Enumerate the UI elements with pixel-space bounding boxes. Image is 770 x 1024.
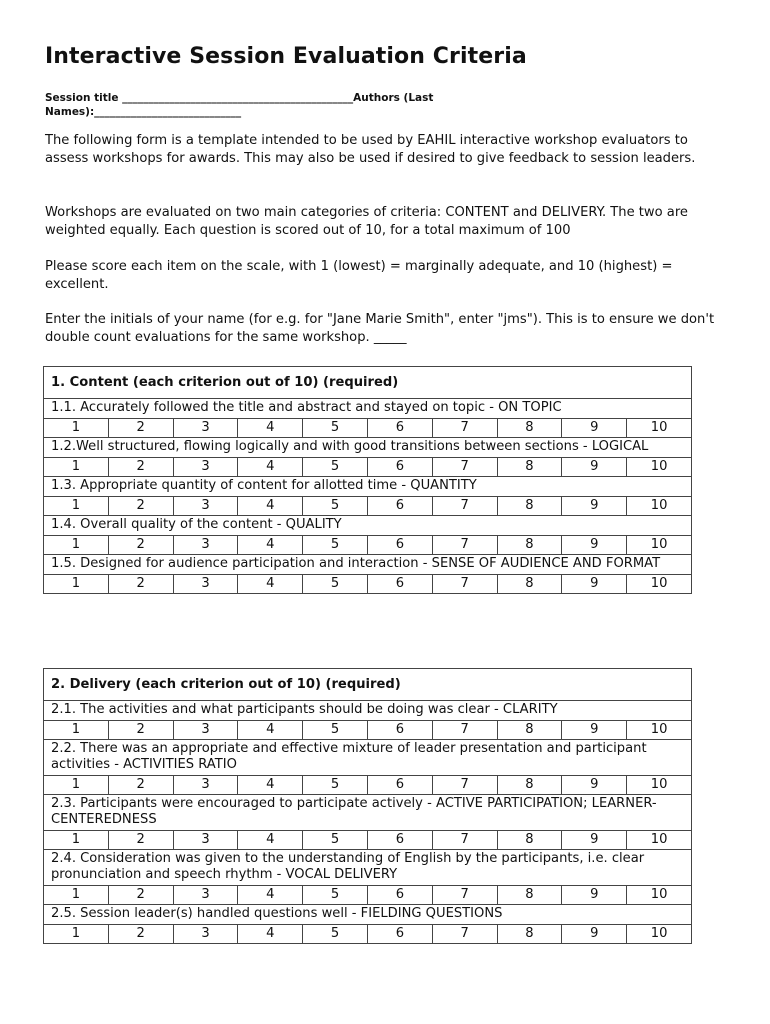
score-option-10[interactable]: 10 — [627, 925, 692, 944]
score-option-5[interactable]: 5 — [303, 497, 368, 516]
section-heading: 1. Content (each criterion out of 10) (required) — [44, 367, 692, 399]
intro-paragraph-scale: Please score each item on the scale, with 1 (lowest) = marginally adequate, and 10 (highest) = excellent. — [45, 259, 673, 292]
score-scale-row — [44, 721, 692, 740]
score-option-3[interactable]: 3 — [173, 721, 238, 740]
question-text: 1.1. Accurately followed the title and abstract and stayed on topic - ON TOPIC — [44, 399, 692, 419]
score-option-6[interactable]: 6 — [367, 575, 432, 594]
score-option-8[interactable]: 8 — [497, 458, 562, 477]
question-text: 2.2. There was an appropriate and effective mixture of leader presentation and participant activities - ACTIVITIES RATIO — [44, 740, 692, 776]
score-scale-row — [44, 886, 692, 905]
score-option-1[interactable]: 1 — [44, 497, 109, 516]
score-option-5[interactable]: 5 — [303, 886, 368, 905]
question-text: 1.4. Overall quality of the content - QUALITY — [44, 516, 692, 536]
score-option-8[interactable]: 8 — [497, 831, 562, 850]
score-option-5[interactable]: 5 — [303, 536, 368, 555]
question-row — [44, 438, 692, 458]
score-option-5[interactable]: 5 — [303, 575, 368, 594]
score-option-2[interactable]: 2 — [108, 575, 173, 594]
score-option-6[interactable]: 6 — [367, 831, 432, 850]
score-option-1[interactable]: 1 — [44, 458, 109, 477]
score-option-10[interactable]: 10 — [627, 776, 692, 795]
content-criteria-table — [43, 366, 692, 594]
score-option-10[interactable]: 10 — [627, 721, 692, 740]
session-title-authors-line[interactable]: Session title ____________________________________________Authors (Last Names):____________________________ — [45, 92, 434, 118]
score-option-7[interactable]: 7 — [432, 831, 497, 850]
question-text: 2.4. Consideration was given to the understanding of English by the participants, i.e. clear pronunciation and speech rhythm - VOCAL DELIVERY — [44, 850, 692, 886]
score-option-6[interactable]: 6 — [367, 886, 432, 905]
question-row — [44, 850, 692, 886]
question-text: 2.3. Participants were encouraged to participate actively - ACTIVE PARTICIPATION; LEARNER- CENTEREDNESS — [44, 795, 692, 831]
score-option-9[interactable]: 9 — [562, 575, 627, 594]
intro-paragraph-initials: Enter the initials of your name (for e.g. for "Jane Marie Smith", enter "jms"). This is to ensure we don't double count evaluations for the same workshop. _____ — [45, 312, 715, 345]
score-scale-row — [44, 925, 692, 944]
score-option-5[interactable]: 5 — [303, 721, 368, 740]
score-option-6[interactable]: 6 — [367, 458, 432, 477]
score-option-10[interactable]: 10 — [627, 575, 692, 594]
score-option-2[interactable]: 2 — [108, 497, 173, 516]
score-scale-row — [44, 831, 692, 850]
score-option-3[interactable]: 3 — [173, 776, 238, 795]
score-option-6[interactable]: 6 — [367, 721, 432, 740]
score-option-9[interactable]: 9 — [562, 497, 627, 516]
score-option-9[interactable]: 9 — [562, 925, 627, 944]
score-option-8[interactable]: 8 — [497, 776, 562, 795]
question-text: 2.1. The activities and what participants should be doing was clear - CLARITY — [44, 701, 692, 721]
score-option-7[interactable]: 7 — [432, 536, 497, 555]
score-option-5[interactable]: 5 — [303, 925, 368, 944]
score-option-10[interactable]: 10 — [627, 536, 692, 555]
delivery-criteria-table — [43, 668, 692, 944]
score-option-9[interactable]: 9 — [562, 776, 627, 795]
question-row — [44, 795, 692, 831]
score-option-10[interactable]: 10 — [627, 419, 692, 438]
score-option-5[interactable]: 5 — [303, 458, 368, 477]
score-option-2[interactable]: 2 — [108, 721, 173, 740]
score-option-2[interactable]: 2 — [108, 831, 173, 850]
score-option-9[interactable]: 9 — [562, 721, 627, 740]
question-text: 1.2.Well structured, flowing logically and with good transitions between sections - LOGICAL — [44, 438, 692, 458]
score-scale-row — [44, 776, 692, 795]
score-option-3[interactable]: 3 — [173, 831, 238, 850]
score-option-1[interactable]: 1 — [44, 536, 109, 555]
score-option-5[interactable]: 5 — [303, 831, 368, 850]
question-text: 1.3. Appropriate quantity of content for allotted time - QUANTITY — [44, 477, 692, 497]
score-option-3[interactable]: 3 — [173, 925, 238, 944]
score-option-6[interactable]: 6 — [367, 419, 432, 438]
score-option-3[interactable]: 3 — [173, 886, 238, 905]
score-option-4[interactable]: 4 — [238, 458, 303, 477]
question-row — [44, 905, 692, 925]
score-option-10[interactable]: 10 — [627, 458, 692, 477]
score-option-8[interactable]: 8 — [497, 497, 562, 516]
score-option-8[interactable]: 8 — [497, 721, 562, 740]
score-option-7[interactable]: 7 — [432, 575, 497, 594]
score-option-2[interactable]: 2 — [108, 419, 173, 438]
score-option-3[interactable]: 3 — [173, 536, 238, 555]
score-option-2[interactable]: 2 — [108, 886, 173, 905]
score-option-4[interactable]: 4 — [238, 925, 303, 944]
score-option-3[interactable]: 3 — [173, 575, 238, 594]
score-option-8[interactable]: 8 — [497, 925, 562, 944]
question-row — [44, 477, 692, 497]
score-option-6[interactable]: 6 — [367, 497, 432, 516]
score-option-7[interactable]: 7 — [432, 721, 497, 740]
score-option-8[interactable]: 8 — [497, 575, 562, 594]
score-option-8[interactable]: 8 — [497, 886, 562, 905]
score-option-3[interactable]: 3 — [173, 497, 238, 516]
score-option-1[interactable]: 1 — [44, 886, 109, 905]
question-row — [44, 399, 692, 419]
score-option-4[interactable]: 4 — [238, 886, 303, 905]
score-option-6[interactable]: 6 — [367, 925, 432, 944]
score-option-5[interactable]: 5 — [303, 776, 368, 795]
score-option-6[interactable]: 6 — [367, 776, 432, 795]
score-scale-row — [44, 458, 692, 477]
score-option-5[interactable]: 5 — [303, 419, 368, 438]
score-option-1[interactable]: 1 — [44, 419, 109, 438]
score-option-10[interactable]: 10 — [627, 497, 692, 516]
question-row — [44, 740, 692, 776]
score-option-7[interactable]: 7 — [432, 925, 497, 944]
score-option-1[interactable]: 1 — [44, 831, 109, 850]
score-option-7[interactable]: 7 — [432, 458, 497, 477]
score-option-9[interactable]: 9 — [562, 886, 627, 905]
score-option-9[interactable]: 9 — [562, 419, 627, 438]
page-title: Interactive Session Evaluation Criteria — [45, 44, 527, 69]
score-option-4[interactable]: 4 — [238, 831, 303, 850]
score-option-7[interactable]: 7 — [432, 776, 497, 795]
score-scale-row — [44, 497, 692, 516]
score-option-7[interactable]: 7 — [432, 419, 497, 438]
score-option-1[interactable]: 1 — [44, 925, 109, 944]
score-option-4[interactable]: 4 — [238, 497, 303, 516]
question-row — [44, 516, 692, 536]
question-row — [44, 701, 692, 721]
score-scale-row — [44, 575, 692, 594]
section-heading: 2. Delivery (each criterion out of 10) (required) — [44, 669, 692, 701]
score-scale-row — [44, 419, 692, 438]
score-option-4[interactable]: 4 — [238, 575, 303, 594]
score-option-4[interactable]: 4 — [238, 721, 303, 740]
score-option-7[interactable]: 7 — [432, 497, 497, 516]
score-option-2[interactable]: 2 — [108, 776, 173, 795]
question-row — [44, 555, 692, 575]
question-text: 1.5. Designed for audience participation and interaction - SENSE OF AUDIENCE AND FORMAT — [44, 555, 692, 575]
score-option-2[interactable]: 2 — [108, 925, 173, 944]
score-option-10[interactable]: 10 — [627, 886, 692, 905]
score-option-1[interactable]: 1 — [44, 575, 109, 594]
score-option-9[interactable]: 9 — [562, 536, 627, 555]
score-option-9[interactable]: 9 — [562, 831, 627, 850]
score-option-8[interactable]: 8 — [497, 419, 562, 438]
score-option-9[interactable]: 9 — [562, 458, 627, 477]
score-option-1[interactable]: 1 — [44, 721, 109, 740]
score-scale-row — [44, 536, 692, 555]
score-option-7[interactable]: 7 — [432, 886, 497, 905]
score-option-1[interactable]: 1 — [44, 776, 109, 795]
intro-paragraph-purpose: The following form is a template intended to be used by EAHIL interactive workshop evaluators to assess workshops for awards. This may also be used if desired to give feedback to session leaders. — [45, 133, 696, 166]
score-option-8[interactable]: 8 — [497, 536, 562, 555]
score-option-3[interactable]: 3 — [173, 419, 238, 438]
score-option-4[interactable]: 4 — [238, 419, 303, 438]
score-option-10[interactable]: 10 — [627, 831, 692, 850]
score-option-2[interactable]: 2 — [108, 536, 173, 555]
intro-paragraph-categories: Workshops are evaluated on two main categories of criteria: CONTENT and DELIVERY. The two are weighted equally. Each question is scored out of 10, for a total maximum of 100 — [45, 205, 688, 238]
score-option-4[interactable]: 4 — [238, 536, 303, 555]
score-option-4[interactable]: 4 — [238, 776, 303, 795]
score-option-2[interactable]: 2 — [108, 458, 173, 477]
score-option-6[interactable]: 6 — [367, 536, 432, 555]
score-option-3[interactable]: 3 — [173, 458, 238, 477]
question-text: 2.5. Session leader(s) handled questions well - FIELDING QUESTIONS — [44, 905, 692, 925]
